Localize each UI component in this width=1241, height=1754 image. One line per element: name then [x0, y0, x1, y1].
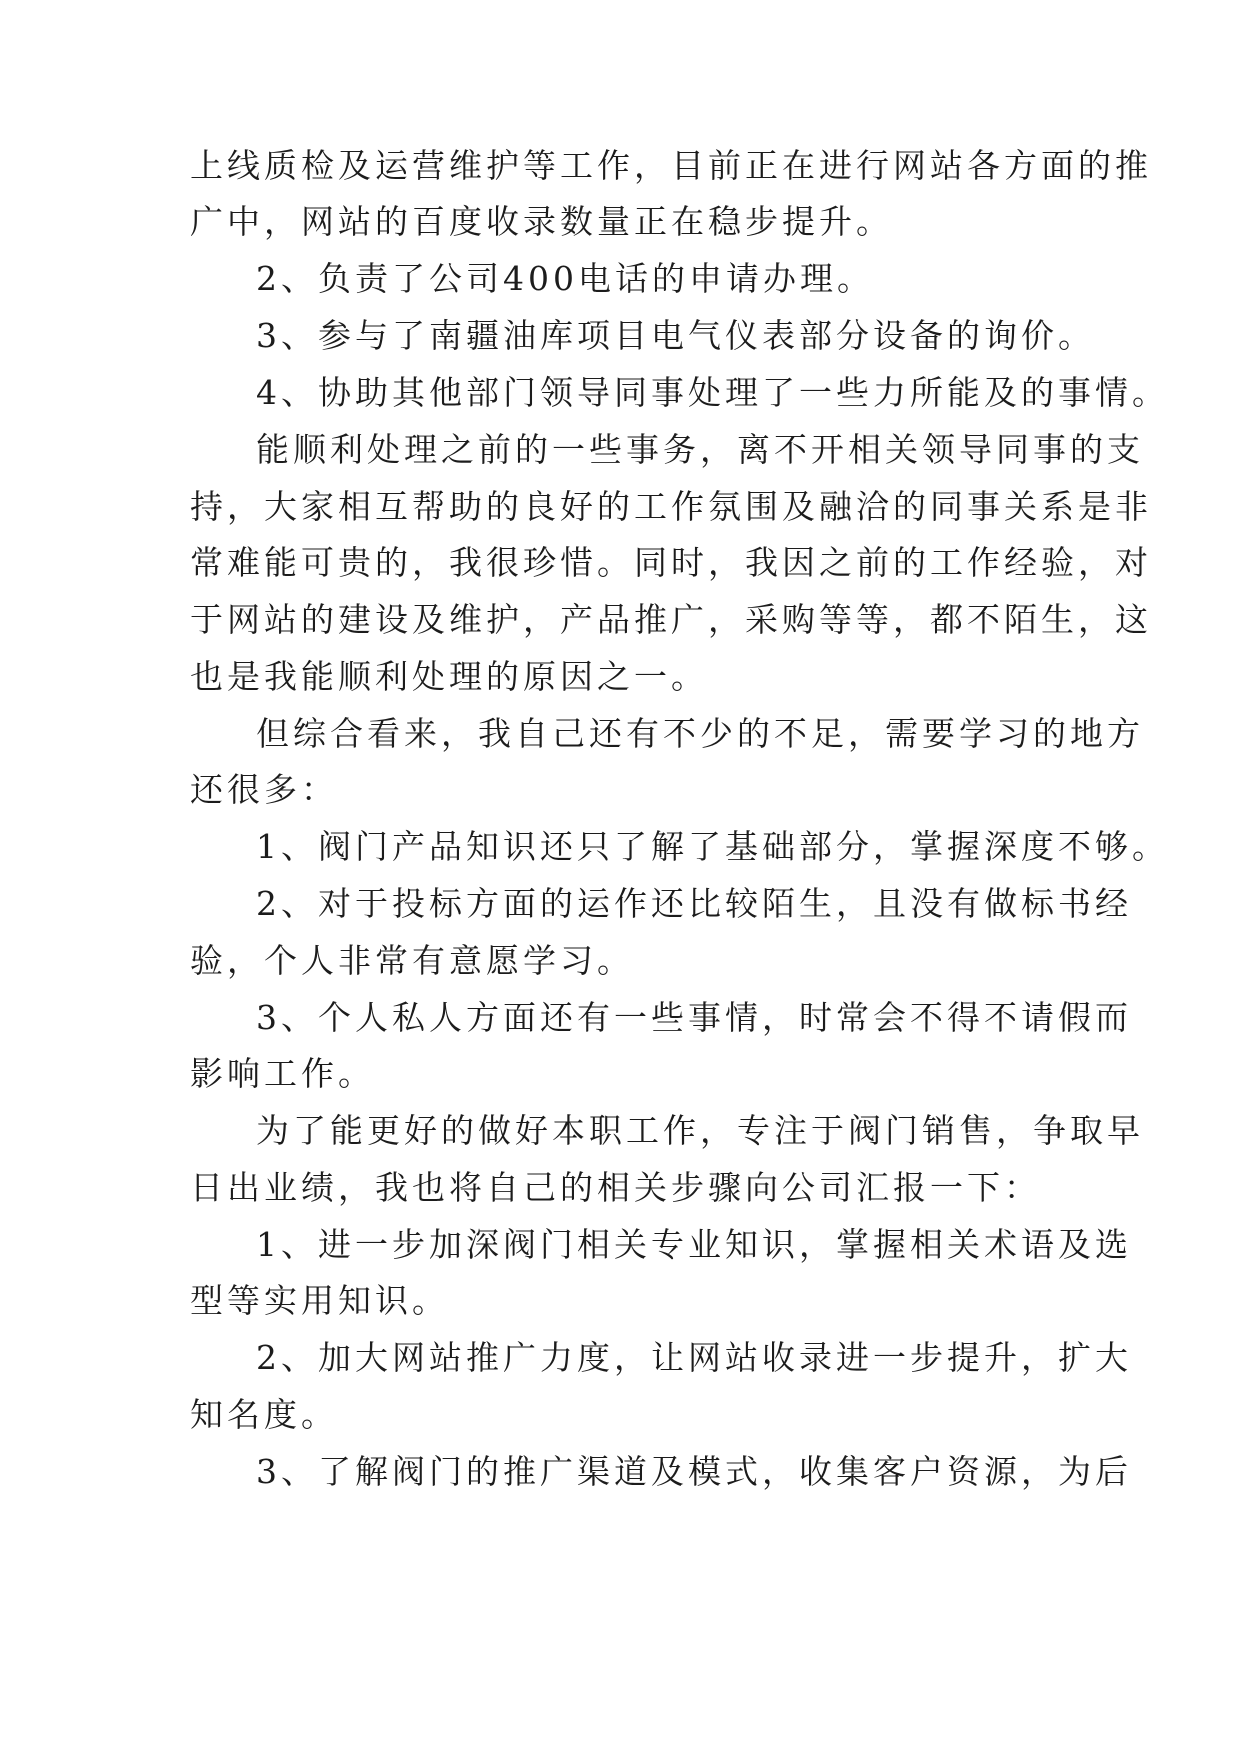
text-line: 也是我能顺利处理的原因之一。	[190, 657, 708, 696]
text-line: 还很多：	[190, 770, 338, 809]
text-line: 3、参与了南疆油库项目电气仪表部分设备的询价。	[256, 316, 1095, 355]
text-line: 型等实用知识。	[190, 1281, 449, 1320]
text-line: 3、了解阀门的推广渠道及模式，收集客户资源，为后	[256, 1452, 1132, 1491]
text-line: 2、对于投标方面的运作还比较陌生，且没有做标书经	[256, 884, 1132, 923]
text-line: 为了能更好的做好本职工作，专注于阀门销售，争取早	[256, 1111, 1144, 1150]
text-line: 日出业绩，我也将自己的相关步骤向公司汇报一下：	[190, 1168, 1041, 1207]
text-line: 能顺利处理之前的一些事务，离不开相关领导同事的支	[256, 430, 1144, 469]
text-line: 知名度。	[190, 1395, 338, 1434]
text-line: 1、进一步加深阀门相关专业知识，掌握相关术语及选	[256, 1225, 1132, 1264]
text-line: 但综合看来，我自己还有不少的不足，需要学习的地方	[256, 714, 1144, 753]
text-line: 验，个人非常有意愿学习。	[190, 941, 634, 980]
text-line: 常难能可贵的，我很珍惜。同时，我因之前的工作经验，对	[190, 543, 1152, 582]
text-line: 广中，网站的百度收录数量正在稳步提升。	[190, 202, 893, 241]
text-line: 3、个人私人方面还有一些事情，时常会不得不请假而	[256, 998, 1132, 1037]
text-line: 1、阀门产品知识还只了解了基础部分，掌握深度不够。	[256, 827, 1169, 866]
text-line: 4、协助其他部门领导同事处理了一些力所能及的事情。	[256, 373, 1169, 412]
text-line: 2、负责了公司400电话的申请办理。	[256, 259, 874, 298]
text-line: 于网站的建设及维护，产品推广，采购等等，都不陌生，这	[190, 600, 1152, 639]
text-line: 上线质检及运营维护等工作，目前正在进行网站各方面的推	[190, 146, 1152, 185]
text-line: 2、加大网站推广力度，让网站收录进一步提升，扩大	[256, 1338, 1132, 1377]
text-line: 影响工作。	[190, 1054, 375, 1093]
text-line: 持，大家相互帮助的良好的工作氛围及融洽的同事关系是非	[190, 487, 1152, 526]
